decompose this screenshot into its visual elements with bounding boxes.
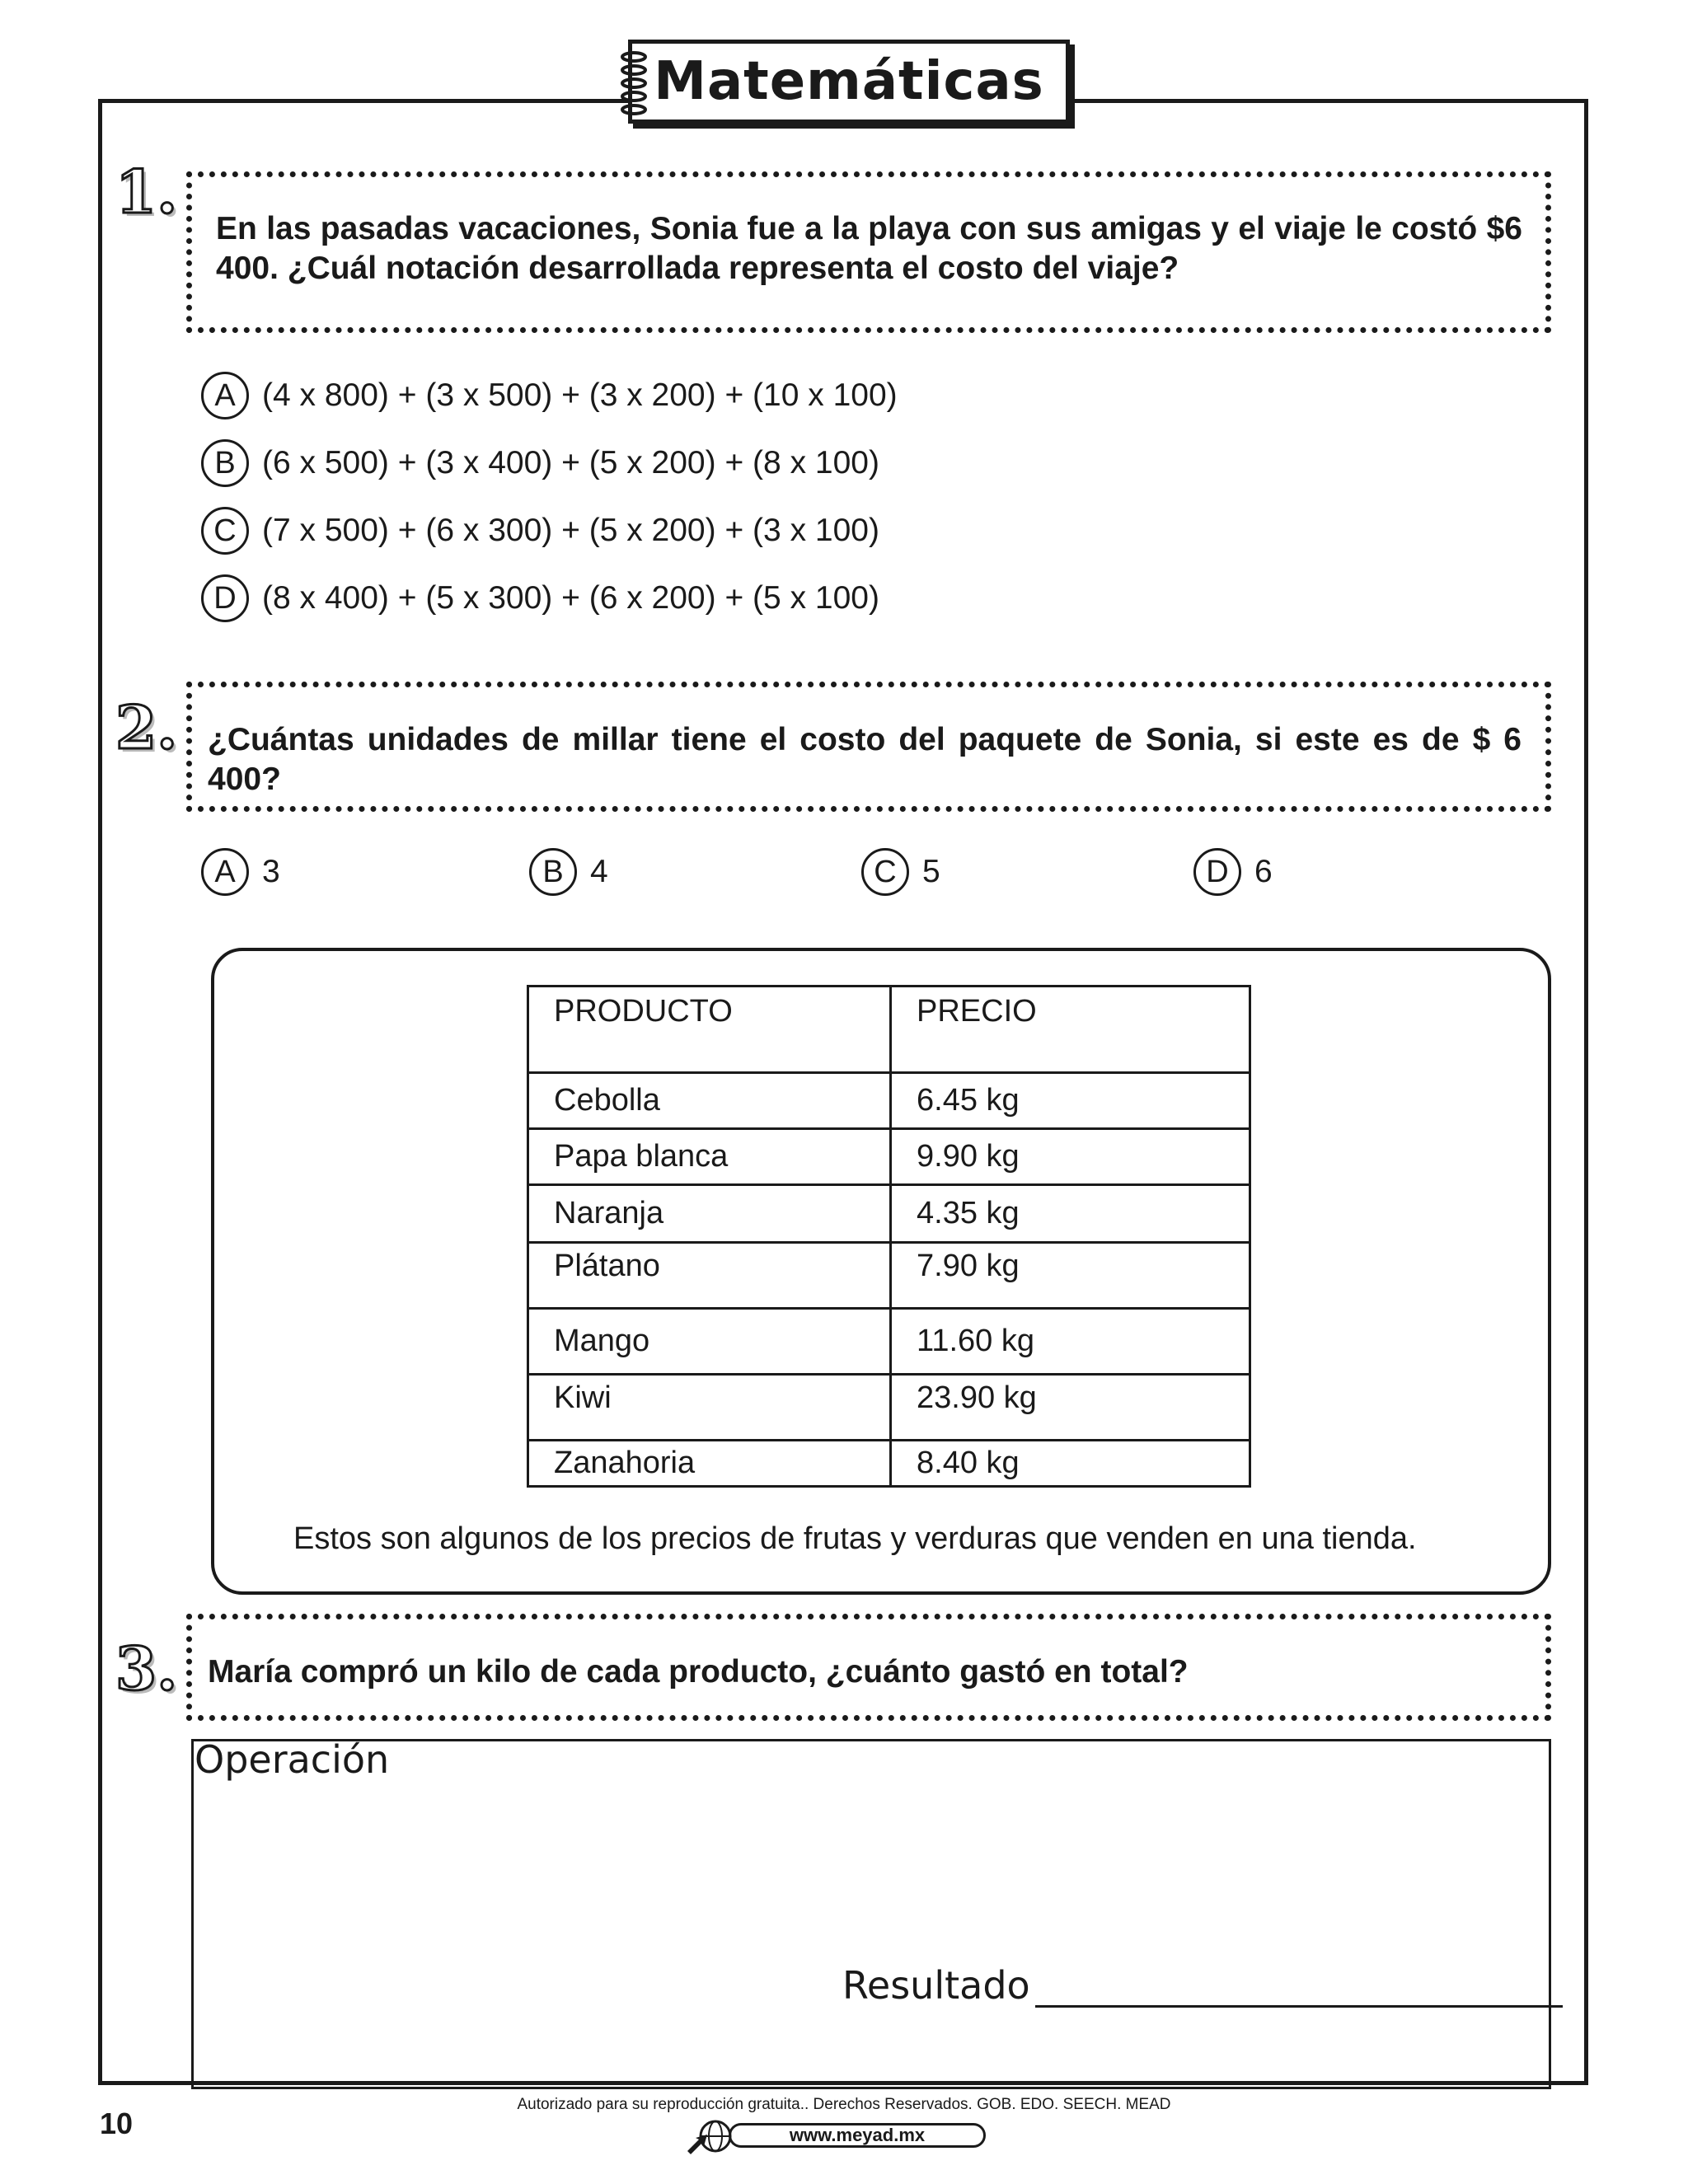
price-table (527, 985, 1251, 1488)
option-text: 5 (922, 854, 940, 889)
table-cell-product: Zanahoria (528, 1441, 891, 1487)
q1-option-c[interactable] (201, 507, 879, 555)
question-1-text: En las pasadas vacaciones, Sonia fue a la playa con sus amigas y el viaje le costó $6 400. ¿Cuál notación desarrollada representa el costo del viaje? (216, 211, 1522, 286)
option-text: (4 x 800) + (3 x 500) + (3 x 200) + (10 x 100) (262, 377, 898, 413)
option-letter-circle: D (201, 574, 249, 622)
table-row (528, 1375, 1250, 1441)
table-cell-price: 7.90 kg (891, 1243, 1250, 1309)
q1-option-a[interactable] (201, 372, 898, 419)
globe-cursor-icon (686, 2118, 732, 2154)
option-letter-circle: D (1193, 848, 1241, 896)
q2-option-d[interactable] (1193, 848, 1273, 896)
option-letter-circle: C (861, 848, 909, 896)
q2-option-c[interactable] (861, 848, 940, 896)
table-row (528, 1073, 1250, 1129)
table-header-cell: PRODUCTO (528, 987, 891, 1073)
table-row (528, 1243, 1250, 1309)
option-text: 3 (262, 854, 280, 889)
page-title: Matemáticas (654, 51, 1044, 112)
operation-area[interactable] (191, 1739, 1551, 2089)
table-cell-price: 6.45 kg (891, 1073, 1250, 1129)
option-letter-circle: A (201, 848, 249, 896)
option-letter-circle: B (201, 439, 249, 487)
question-1-number: 1. (115, 157, 178, 227)
table-row (528, 1441, 1250, 1487)
option-text: 6 (1254, 854, 1273, 889)
table-cell-product: Mango (528, 1309, 891, 1375)
result-label: Resultado (842, 1963, 1030, 2008)
table-cell-product: Plátano (528, 1243, 891, 1309)
result-answer-line[interactable] (1035, 1972, 1563, 2008)
q1-option-d[interactable] (201, 574, 879, 622)
table-cell-product: Cebolla (528, 1073, 891, 1129)
operation-label: Operación (195, 1737, 390, 1782)
table-row (528, 1185, 1250, 1243)
table-cell-price: 9.90 kg (891, 1129, 1250, 1185)
table-row (528, 1309, 1250, 1375)
table-cell-product: Naranja (528, 1185, 891, 1243)
page-number: 10 (100, 2107, 134, 2140)
table-cell-price: 23.90 kg (891, 1375, 1250, 1441)
question-2-text: ¿Cuántas unidades de millar tiene el costo del paquete de Sonia, si este es de $ 6 400? (208, 722, 1522, 797)
option-letter-circle: B (529, 848, 577, 896)
footer-notice: Autorizado para su reproducción gratuita.. Derechos Reservados. GOB. EDO. SEECH. MEAD (517, 2096, 1171, 2113)
table-header-row (528, 987, 1250, 1073)
website-link[interactable]: www.meyad.mx (729, 2123, 986, 2148)
q1-option-b[interactable] (201, 439, 879, 487)
option-text: (8 x 400) + (5 x 300) + (6 x 200) + (5 x 100) (262, 580, 879, 616)
question-3-text: María compró un kilo de cada producto, ¿cuánto gastó en total? (208, 1654, 1189, 1690)
table-cell-product: Kiwi (528, 1375, 891, 1441)
table-cell-price: 11.60 kg (891, 1309, 1250, 1375)
q2-option-b[interactable] (529, 848, 608, 896)
table-row (528, 1129, 1250, 1185)
question-2-number: 2. (115, 692, 178, 762)
table-header-cell: PRECIO (891, 987, 1250, 1073)
option-letter-circle: A (201, 372, 249, 419)
table-cell-price: 8.40 kg (891, 1441, 1250, 1487)
title-tab (628, 40, 1070, 124)
spiral-binding-icon (617, 49, 650, 120)
table-cell-product: Papa blanca (528, 1129, 891, 1185)
option-letter-circle: C (201, 507, 249, 555)
option-text: 4 (590, 854, 608, 889)
result-field[interactable] (842, 1963, 1563, 2008)
option-text: (6 x 500) + (3 x 400) + (5 x 200) + (8 x 100) (262, 445, 879, 480)
q2-option-a[interactable] (201, 848, 280, 896)
option-text: (7 x 500) + (6 x 300) + (5 x 200) + (3 x 100) (262, 513, 879, 548)
question-3-number: 3. (115, 1633, 178, 1704)
table-cell-price: 4.35 kg (891, 1185, 1250, 1243)
table-caption: Estos son algunos de los precios de frutas y verduras que venden en una tienda. (293, 1521, 1417, 1556)
